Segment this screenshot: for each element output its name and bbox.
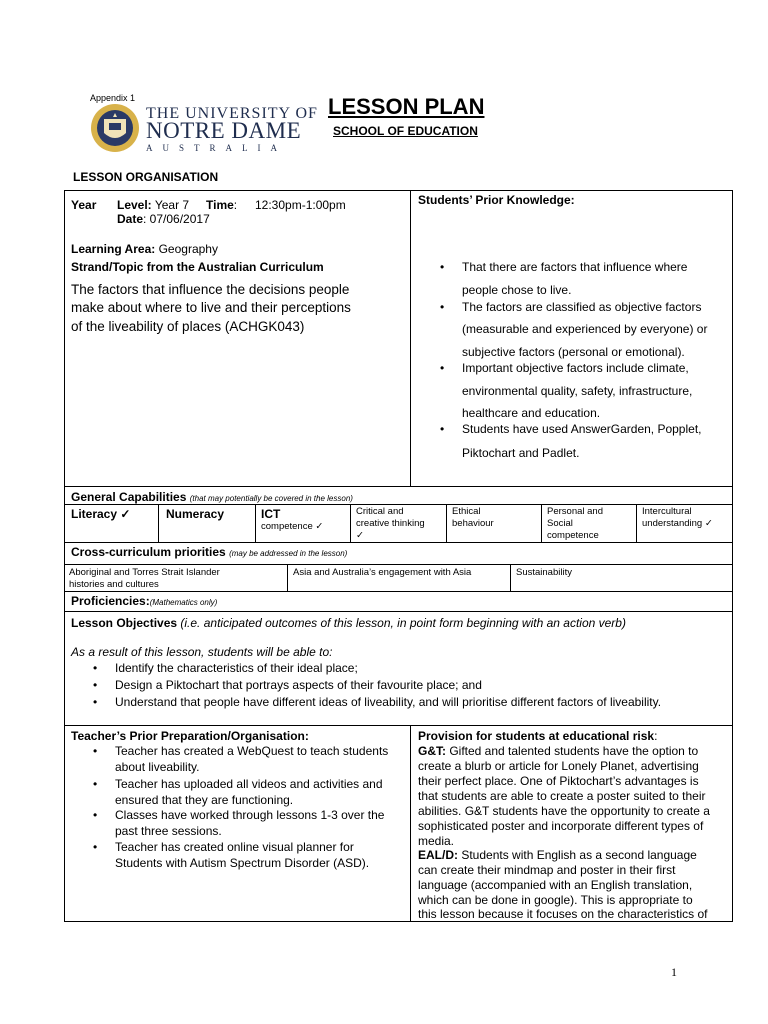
prior-knowledge-line: people chose to live. [462, 283, 572, 297]
objectives-title: Lesson Objectives [71, 616, 178, 630]
divider [64, 725, 733, 726]
bullet-icon: • [93, 840, 98, 854]
priority-aboriginal: histories and cultures [69, 579, 159, 590]
divider [64, 504, 733, 505]
objectives-note: (i.e. anticipated outcomes of this lesson, in point form beginning with an action verb) [180, 616, 626, 630]
teacher-prep-line: ensured that they are functioning. [115, 793, 294, 807]
provision-eald-line [418, 848, 697, 862]
priority-asia: Asia and Australia’s engagement with Asia [293, 567, 472, 578]
university-logo [90, 103, 318, 157]
year-label: Year [71, 198, 97, 212]
provision-gt-line: sophisticated poster and incorporate different types of [418, 819, 704, 833]
provision-eald-line: language (accompanied with an English translation, [418, 878, 693, 892]
teacher-prep-heading: Teacher’s Prior Preparation/Organisation: [71, 729, 309, 743]
bullet-icon: • [93, 777, 98, 791]
teacher-prep-line: Students with Autism Spectrum Disorder (ASD). [115, 856, 370, 870]
bullet-icon: • [440, 361, 445, 375]
capability-ict: ICT [261, 507, 281, 521]
provision-eald-line: this lesson because it focuses on the characteristics of [418, 907, 708, 921]
date-value: : 07/06/2017 [143, 212, 210, 226]
capability-personal: Social [547, 518, 573, 529]
bullet-icon: • [93, 661, 98, 675]
prior-knowledge-line: The factors are classified as objective factors [462, 300, 702, 314]
bullet-icon: • [93, 695, 98, 709]
provision-title: Provision for students at educational risk [418, 729, 655, 743]
objective-item: Identify the characteristics of their ideal place; [115, 661, 358, 675]
time-field [206, 198, 237, 212]
appendix-label: Appendix 1 [90, 93, 136, 103]
prior-knowledge-line: environmental quality, safety, infrastructure, [462, 384, 693, 398]
capability-ict-sub: competence ✓ [261, 521, 324, 532]
divider [410, 190, 411, 487]
section-heading: LESSON ORGANISATION [73, 170, 219, 184]
capability-ethical: behaviour [452, 518, 494, 529]
page-number: 1 [671, 965, 677, 979]
cross-curriculum-note: (may be addressed in the lesson) [229, 549, 348, 558]
university-crest-icon [90, 103, 140, 153]
prior-knowledge-line: subjective factors (personal or emotional). [462, 345, 685, 359]
teacher-prep-line: Teacher has created online visual planner for [115, 840, 354, 854]
prior-knowledge-line: Piktochart and Padlet. [462, 446, 580, 460]
divider [350, 504, 351, 542]
learning-area [71, 242, 218, 256]
provision-gt-line: create a blurb or article for Lonely Planet, advertising [418, 759, 699, 773]
prior-knowledge-line: (measurable and experienced by everyone) or [462, 322, 708, 336]
provision-gt-line: media. [418, 834, 455, 848]
provision-eald-line: which can be done in google). This is appropriate to [418, 893, 693, 907]
divider [64, 486, 733, 487]
divider [510, 564, 511, 591]
learning-area-label: Learning Area: [71, 242, 156, 256]
capabilities-title: General Capabilities [71, 490, 187, 504]
provision-eald-line: can create their mindmap and poster in their first [418, 863, 676, 877]
objectives-intro: As a result of this lesson, students will be able to: [71, 645, 333, 659]
date-label: Date [117, 212, 144, 226]
prior-knowledge-line: Important objective factors include climate, [462, 361, 689, 375]
provision-gt-line: that students are able to create a poster suited to their [418, 789, 706, 803]
teacher-prep-line: Teacher has created a WebQuest to teach students [115, 744, 389, 758]
learning-area-value: Geography [158, 242, 218, 256]
priority-sustainability: Sustainability [516, 567, 572, 578]
capability-personal: competence [547, 530, 599, 541]
level-value: Year 7 [154, 198, 190, 212]
objective-item: Design a Piktochart that portrays aspects of their favourite place; and [115, 678, 482, 692]
logo-text-line2: NOTRE DAME [146, 118, 302, 143]
divider [410, 725, 411, 922]
objective-item: Understand that people have different ideas of liveability, and will prioritise different factors of liveability. [115, 695, 662, 709]
divider [64, 564, 733, 565]
cross-curriculum-title: Cross-curriculum priorities [71, 545, 226, 559]
capability-ethical: Ethical [452, 506, 481, 517]
provision-colon: : [654, 729, 658, 743]
teacher-prep-line: about liveability. [115, 760, 200, 774]
provision-heading [418, 729, 657, 743]
priority-aboriginal: Aboriginal and Torres Strait Islander [69, 567, 220, 578]
strand-line: of the liveability of places (ACHGK043) [71, 319, 305, 334]
bullet-icon: • [440, 422, 445, 436]
level-label: Level: [117, 198, 152, 212]
bullet-icon: • [440, 300, 445, 314]
capability-literacy: Literacy ✓ [71, 507, 131, 521]
divider [541, 504, 542, 542]
page-subtitle: SCHOOL OF EDUCATION [333, 124, 478, 138]
teacher-prep-line: Classes have worked through lessons 1-3 over the [115, 808, 385, 822]
capability-personal: Personal and [547, 506, 603, 517]
logo-text-line3: AUSTRALIA [146, 143, 287, 153]
proficiencies-note: (Mathematics only) [149, 598, 218, 607]
capability-intercultural: Intercultural [642, 506, 692, 517]
prior-knowledge-line: healthcare and education. [462, 406, 601, 420]
divider [64, 611, 733, 612]
provision-gt-line: their perfect place. One of Piktochart’s advantages is [418, 774, 699, 788]
time-label: Time [206, 198, 234, 212]
bullet-icon: • [93, 678, 98, 692]
strand-line: The factors that influence the decisions people [71, 282, 350, 297]
bullet-icon: • [93, 744, 98, 758]
provision-gt-line: abilities. G&T students have the opportunity to create a [418, 804, 710, 818]
teacher-prep-line: past three sessions. [115, 824, 222, 838]
divider [255, 504, 256, 542]
eald-label: EAL/D: [418, 848, 458, 862]
prior-knowledge-heading: Students’ Prior Knowledge: [418, 193, 575, 207]
gt-text: Gifted and talented students have the option to [446, 744, 699, 758]
capability-intercultural: understanding ✓ [642, 518, 713, 529]
divider [64, 591, 733, 592]
logo-text-line1: THE UNIVERSITY OF [146, 105, 318, 122]
eald-text: Students with English as a second language [458, 848, 697, 862]
divider [636, 504, 637, 542]
proficiencies-title: Proficiencies: [71, 594, 150, 608]
capability-critical: creative thinking [356, 518, 425, 529]
cross-curriculum-heading [71, 545, 347, 559]
strand-line: make about where to live and their perceptions [71, 300, 351, 315]
strand-label: Strand/Topic from the Australian Curriculum [71, 260, 324, 274]
capability-critical: Critical and [356, 506, 404, 517]
divider [287, 564, 288, 591]
date-field [117, 212, 210, 226]
divider [64, 542, 733, 543]
level-field [117, 198, 189, 212]
prior-knowledge-line: That there are factors that influence where [462, 260, 688, 274]
time-colon: : [233, 198, 238, 212]
capabilities-heading [71, 490, 353, 504]
prior-knowledge-line: Students have used AnswerGarden, Popplet, [462, 422, 702, 436]
provision-gt-line [418, 744, 698, 758]
objectives-heading [71, 616, 626, 630]
bullet-icon: • [93, 808, 98, 822]
divider [446, 504, 447, 542]
gt-label: G&T: [418, 744, 446, 758]
page-title: LESSON PLAN [328, 94, 485, 119]
capability-numeracy: Numeracy [166, 507, 225, 521]
capability-critical: ✓ [356, 530, 364, 541]
divider [158, 504, 159, 542]
proficiencies-heading [71, 594, 217, 608]
bullet-icon: • [440, 260, 445, 274]
time-value: 12:30pm-1:00pm [255, 198, 346, 212]
teacher-prep-line: Teacher has uploaded all videos and activities and [115, 777, 383, 791]
capabilities-note: (that may potentially be covered in the lesson) [189, 494, 353, 503]
